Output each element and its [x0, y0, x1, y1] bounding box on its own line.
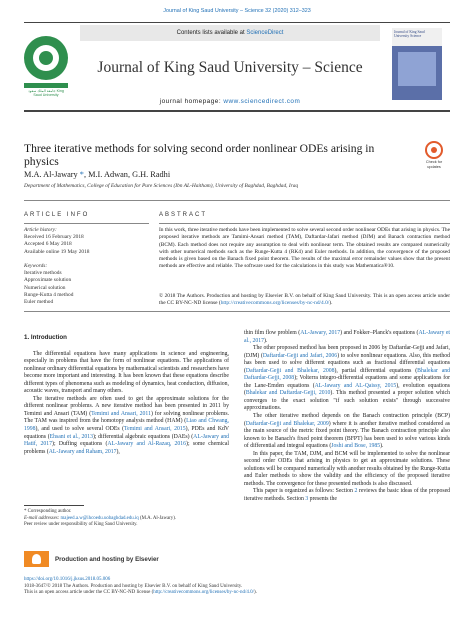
info-rule [24, 223, 149, 224]
article-info-heading: ARTICLE INFO [24, 212, 90, 218]
keyword: Euler method [24, 299, 54, 306]
citation-link[interactable]: AL-Jawary and Hatif, 2017 [24, 433, 230, 448]
elsevier-logo-icon [24, 551, 49, 567]
citation-link[interactable]: AL-Jawary and AL-Qaissy, 2015 [314, 382, 397, 389]
left-column [24, 334, 229, 456]
citation-link[interactable]: Daftardar-Gejji and Jafari, 2006 [262, 352, 338, 359]
production-note [24, 550, 229, 566]
check-for-updates[interactable] [420, 141, 448, 169]
body-paragraph: This paper is organized as follows: Section 2 reviews the basic ideas of the proposed iterative methods. Section 3 presents the [244, 488, 450, 503]
citation-link[interactable]: Ehsani et al., 2013 [49, 433, 93, 440]
email-link[interactable]: majeed.a.w@ihcoedu.uobaghdad.edu.iq [60, 515, 139, 521]
separator [24, 200, 450, 201]
intro-paragraph: The differential equations have many applications in science and engineering, especially in problems that have the form of nonlinear equations. The applications of nonlinear ordinary differential equations by mathematical scientists and researchers have become more important and interesting. It has been known that these equations describe different types of phenomena such as modeling of dynamics, heat conduction, diffusion, acoustic waves, transport and many others. [24, 350, 229, 395]
cover-title: Journal of King Saud University Science [392, 28, 442, 46]
paper-title: Three iterative methods for solving second order nonlinear ODEs arising in physics [24, 142, 375, 169]
sciencedirect-link[interactable]: ScienceDirect [246, 30, 284, 36]
section-link[interactable]: 3 [305, 496, 309, 503]
license-line: This is an open access article under the CC BY-NC-ND license (http://creativecommons.org/licenses/by-nc-nd/4.0/). [24, 590, 257, 596]
production-text: Production and hosting by Elsevier [55, 555, 159, 563]
journal-cover-image[interactable] [392, 28, 442, 100]
author-rest: , M.I. Adwan, G.H. Radhi [83, 170, 171, 179]
citation-link[interactable]: AL-Jawary and Al-Razaq, 2016 [107, 441, 187, 448]
bottom-info [24, 577, 450, 597]
history-item: Accepted 6 May 2018 [24, 241, 72, 248]
abstract-heading: ABSTRACT [159, 212, 208, 218]
body-paragraph: The other iterative method depends on the Banach contraction principle (BCP) (Daftardar-Gejji and Bhalekar, 2009) where it is another iterative method considered as the main source of the metric fixed point theory. The Banach contraction principle also known to be Banach's fixed point theorem (BFPT) has been used to solve various kinds of differential and integral equations (Joshi and Bose, 1985). [244, 413, 450, 450]
king-saud-logo [24, 36, 68, 96]
keywords-label: Keywords: [24, 263, 48, 269]
citation-link[interactable]: Liao and Chwang, 1998 [24, 418, 229, 433]
homepage-bar [80, 95, 380, 108]
abstract-body: In this work, three iterative methods have been implemented to solve several second order nonlinear ODEs that arising in physics. The proposed iterative methods are Tamimi-Ansari method (TAM), Daftardar-Jafari method (DJM) and Banach contraction method (BCM). Each method does not require any assumption to deal with nonlinear term. The obtained results are compared numerically with other numerical methods such as the Runge-Kutta 4 (RK4) and Euler methods. In addition, the convergence of the proposed methods is given based on the Banach fixed point theorem. The results of the maximal error remainder values show that the present methods are effective and reliable. The software used for the calculations in this study was Mathematica®10. [159, 227, 450, 270]
keyword: Runge-Kutta 4 method [24, 291, 74, 298]
body-paragraph: thin film flow problem (AL-Jawary, 2017) and Fokker–Planck's equations (AL-Jawary et al., 2017). [244, 330, 450, 344]
footnote-rule [24, 505, 84, 506]
logo-text: جامعة الملك سعود King Saud University [28, 89, 64, 98]
header-rule-top [24, 22, 450, 23]
history-label: Article history: [24, 227, 57, 233]
citation-link[interactable]: Bhalekar and Daftardar-Gejji, 2010 [245, 390, 331, 397]
history-item: Received 16 February 2018 [24, 234, 84, 241]
keyword: Approximate solution [24, 277, 72, 284]
author-list [24, 170, 170, 179]
section-link[interactable]: 2 [354, 488, 358, 495]
cover-art [398, 52, 436, 86]
author-first[interactable]: M.A. Al-Jawary [24, 170, 78, 179]
email-line: E-mail addresses: majeed.a.w@ihcoedu.uobaghdad.edu.iq (M.A. Al-Jawary). [24, 515, 177, 521]
contents-prefix: Contents lists available at [176, 30, 247, 36]
body-paragraph: In this paper, the TAM, DJM, and BCM will be implemented to solve the nonlinear second order ODEs that arising in physics to get an approximate solutions. These solutions will be compared numerically with another results obtained by the Runge-Kutta and Euler methods to show the validity and the efficiency of the proposed iterative methods. The convergence for these presented methods is also discussed. [244, 450, 450, 487]
doi-link[interactable]: https://doi.org/10.1016/j.jksus.2018.05.006 [24, 577, 111, 582]
citation-link[interactable]: Bhalekar and Daftardar-Gejji, 2008 [244, 367, 450, 382]
license-link[interactable]: http://creativecommons.org/licenses/by-nc-nd/4.0/ [153, 590, 254, 596]
corresponding-author-note: * Corresponding author. [24, 509, 72, 514]
license-link[interactable]: http://creativecommons.org/licenses/by-nc-nd/4.0/ [220, 300, 330, 307]
peer-review-note: Peer review under responsibility of King Saud University. [24, 522, 138, 528]
copyright-text: © 2018 The Authors. Production and hosting by Elsevier B.V. on behalf of King Saud University. This is an open access article under the CC BY-NC-ND license ( [159, 293, 450, 307]
history-item: Available online 19 May 2018 [24, 248, 90, 255]
homepage-link[interactable]: www.sciencedirect.com [223, 98, 301, 105]
copyright-end: ). [329, 300, 333, 307]
article-history [24, 227, 149, 256]
citation-link[interactable]: Joshi and Bose, 1985 [331, 443, 381, 450]
journal-citation[interactable]: Journal of King Saud University – Science 32 (2020) 312–323 [163, 8, 311, 14]
citation-link[interactable]: Daftardar-Gejji and Bhalekar, 2009 [245, 420, 329, 427]
citation-link[interactable]: AL-Jawary et al., 2017 [244, 330, 450, 344]
seal-icon [24, 36, 68, 80]
logo-band [24, 83, 68, 88]
citation-link[interactable]: Temimi and Ansari, 2011 [91, 410, 151, 417]
contents-bar [80, 25, 380, 41]
citation-link[interactable]: Temimi and Ansari, 2015 [124, 426, 186, 433]
abstract-rule [159, 223, 450, 224]
citation-link[interactable]: AL-Jawary and Raham, 2017 [48, 448, 117, 455]
citation-link[interactable]: AL-Jawary, 2017 [300, 330, 341, 336]
keywords-list [24, 263, 149, 306]
updates-icon [425, 141, 443, 159]
updates-label: Check for updates [425, 160, 443, 169]
affiliation: Department of Mathematics, College of Education for Pure Sciences (Ibn AL-Haitham), University of Baghdad, Baghdad, Iraq [24, 183, 299, 189]
journal-title: Journal of King Saud University – Science [97, 59, 363, 76]
separator [24, 311, 450, 312]
intro-heading: 1. Introduction [24, 334, 67, 341]
intro-paragraph: The iterative methods are often used to get the approximate solutions for the different nonlinear problems. A new iterative method has been presented in 2011 by Temimi and Ansari (TAM) (Temimi and Ansari, 2011) for solving nonlinear problems. The TAM was inspired from the homotopy analysis method (HAM) (Liao and Chwang, 1998), and used to solve several ODEs (Temimi and Ansari, 2015), PDEs and KdV equations (Ehsani et al., 2013); differential algebraic equations (DAEs) (AL-Jawary and Hatif, 2017); Duffing equations (AL-Jawary and Al-Razaq, 2016); some chemical problems (AL-Jawary and Raham, 2017), [24, 395, 230, 455]
header-rule-bottom [24, 110, 450, 112]
keyword: Numerical solution [24, 284, 66, 291]
body-paragraph: The other proposed method has been proposed in 2006 by Daftardar-Gejji and Jafari, (DJM) (Daftardar-Gejji and Jafari, 2006) to solve nonlinear equations. Also, this method has been used to solve different equations such as fractional differential equations (Daftardar-Gejji and Bhalekar, 2008), partial differential equations (Bhalekar and Daftardar-Gejji, 2008); Volterra integro-differential equations and some applications for the Lane-Emden equations (AL-Jawary and AL-Qaissy, 2015), evolution equations (Bhalekar and Daftardar-Gejji, 2010). This method presented a proper solution which converges to the exact solution "if such solution exists" through successive approximations. [244, 345, 450, 412]
abstract-copyright [159, 293, 450, 308]
right-column [244, 330, 450, 504]
footnote [24, 509, 229, 529]
keyword: Iterative methods [24, 270, 62, 277]
homepage-prefix: journal homepage: [159, 98, 224, 105]
corresponding-mark[interactable]: * [77, 170, 84, 179]
citation-link[interactable]: Daftardar-Gejji and Bhalekar, 2008 [245, 367, 335, 374]
issn-line: 1018-3647/© 2018 The Authors. Production and hosting by Elsevier B.V. on behalf of King Saud University. [24, 583, 243, 589]
